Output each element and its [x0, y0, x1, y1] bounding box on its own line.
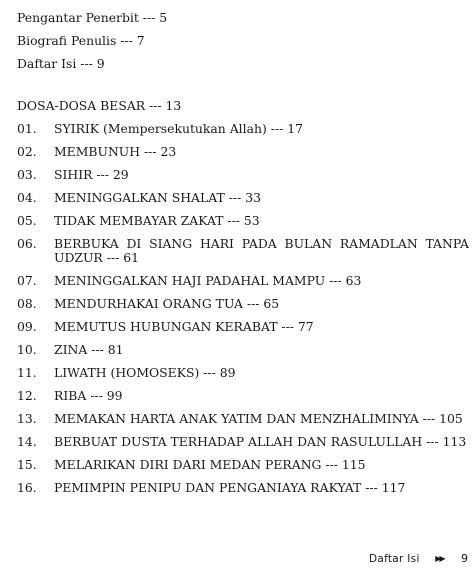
toc-item-text: SIHIR --- 29	[54, 167, 129, 182]
toc-item-text: MEMBUNUH --- 23	[54, 144, 177, 159]
toc-item-text: RIBA --- 99	[54, 388, 123, 403]
toc-item-text: SYIRIK (Mempersekutukan Allah) --- 17	[54, 121, 304, 136]
toc-item	[17, 316, 469, 339]
toc-item	[17, 210, 469, 233]
toc-item-text: MENDURHAKAI ORANG TUA --- 65	[54, 296, 280, 311]
toc-item	[17, 431, 469, 454]
toc-item-number: 16.	[17, 480, 37, 495]
front-matter-item: Pengantar Penerbit --- 5	[17, 10, 168, 25]
toc-item-text: MEMAKAN HARTA ANAK YATIM DAN MENZHALIMINYA --- 105	[54, 411, 463, 426]
toc-item-number: 01.	[17, 121, 37, 136]
toc-item	[17, 164, 469, 187]
page-number: 9	[461, 552, 468, 565]
toc-item	[17, 141, 469, 164]
toc-item-number: 03.	[17, 167, 37, 182]
toc-item-number: 12.	[17, 388, 37, 403]
toc-item-number: 13.	[17, 411, 37, 426]
toc-item-number: 04.	[17, 190, 37, 205]
toc-list	[17, 118, 469, 500]
toc-item-number: 05.	[17, 213, 37, 228]
toc-item-text: MENINGGALKAN SHALAT --- 33	[54, 190, 261, 205]
front-matter-list	[17, 6, 167, 75]
toc-item-text: ZINA --- 81	[54, 342, 124, 357]
front-matter-item: Daftar Isi --- 9	[17, 56, 105, 71]
footer-label: Daftar Isi	[368, 553, 420, 565]
toc-item-number: 09.	[17, 319, 37, 334]
toc-item-number: 14.	[17, 434, 37, 449]
toc-item-number: 07.	[17, 273, 37, 288]
toc-item	[17, 385, 469, 408]
toc-item-text: MENINGGALKAN HAJI PADAHAL MAMPU --- 63	[54, 273, 362, 288]
toc-item	[17, 233, 469, 270]
toc-item	[17, 408, 469, 431]
toc-item-text: MELARIKAN DIRI DARI MEDAN PERANG --- 115	[54, 457, 366, 472]
front-matter-item: Biografi Penulis --- 7	[17, 33, 145, 48]
toc-item-text: PEMIMPIN PENIPU DAN PENGANIAYA RAKYAT --- 117	[54, 480, 406, 495]
toc-item-text: TIDAK MEMBAYAR ZAKAT --- 53	[54, 213, 260, 228]
double-arrow-right-icon: ▶▶	[435, 554, 444, 563]
toc-item	[17, 362, 469, 385]
toc-item	[17, 118, 469, 141]
toc-item-number: 02.	[17, 144, 37, 159]
toc-item-number: 11.	[17, 365, 37, 380]
toc-item-number: 08.	[17, 296, 37, 311]
toc-item	[17, 477, 469, 500]
toc-item	[17, 339, 469, 362]
toc-item	[17, 454, 469, 477]
toc-item	[17, 187, 469, 210]
toc-item-number: 06.	[17, 236, 37, 251]
toc-item-text: LIWATH (HOMOSEKS) --- 89	[54, 365, 236, 380]
toc-item	[17, 270, 469, 293]
toc-item-number: 15.	[17, 457, 37, 472]
page-footer	[369, 552, 468, 565]
section-heading: DOSA-DOSA BESAR --- 13	[17, 98, 182, 113]
toc-item-text: BERBUKA DI SIANG HARI PADA BULAN RAMADLAN TANPA UDZUR --- 61	[54, 236, 469, 265]
toc-item-number: 10.	[17, 342, 37, 357]
toc-item	[17, 293, 469, 316]
toc-item-text: MEMUTUS HUBUNGAN KERABAT --- 77	[54, 319, 314, 334]
toc-item-text: BERBUAT DUSTA TERHADAP ALLAH DAN RASULULLAH --- 113	[54, 434, 467, 449]
